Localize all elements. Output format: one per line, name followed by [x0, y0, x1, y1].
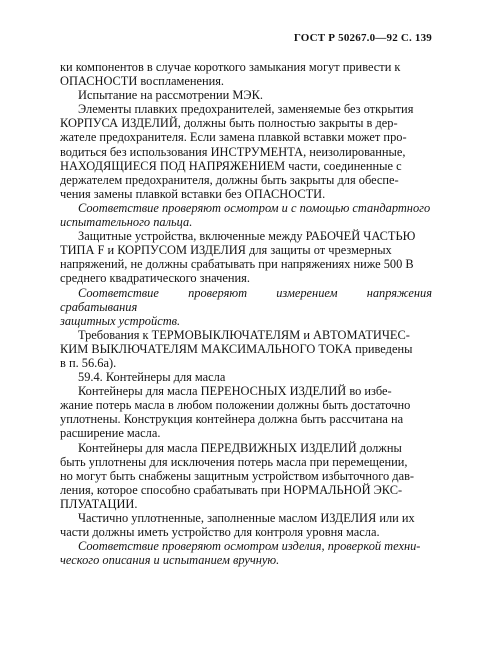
- line-p5b: ТИПА F и КОРПУСОМ ИЗДЕЛИЯ для защиты от чрезмерных: [60, 243, 392, 258]
- line-p3a: Элементы плавких предохранителей, заменяемые без открытия: [78, 102, 414, 117]
- line-p6b: защитных устройств.: [60, 313, 181, 328]
- line-p7c: в п. 56.6а).: [60, 355, 117, 370]
- line-p12b: ческого описания и испытанием вручную.: [60, 553, 280, 568]
- line-p3f: держателем предохранителя, должны быть закрыты для обеспе-: [60, 172, 399, 187]
- line-p4b: испытательного пальца.: [60, 215, 193, 230]
- line-p7a: Требования к ТЕРМОВЫКЛЮЧАТЕЛЯМ и АВТОМАТИЧЕС-: [78, 327, 410, 342]
- line-p10b: быть уплотнены для исключения потерь масла при перемещении,: [60, 454, 408, 469]
- line-p9b: жание потерь масла в любом положении должны быть достаточно: [60, 398, 411, 413]
- line-p6a: Соответствие проверяют измерением напряжения срабатывания: [60, 285, 432, 314]
- line-p10c: но могут быть снабжены защитным устройством избыточного дав-: [60, 468, 415, 483]
- section-heading-59-4: 59.4. Контейнеры для масла: [78, 370, 226, 385]
- line-p3c: жателе предохранителя. Если замена плавкой вставки может про-: [60, 130, 407, 145]
- line-p1: ки компонентов в случае короткого замыкания могут привести к: [60, 60, 401, 74]
- line-p5c: напряжений, не должны срабатывать при напряжениях ниже 500 В: [60, 257, 414, 272]
- line-p2: Испытание на рассмотрении МЭК.: [78, 88, 263, 103]
- line-p1b: ОПАСНОСТИ воспламенения.: [60, 74, 225, 89]
- line-p3e: НАХОДЯЩИЕСЯ ПОД НАПРЯЖЕНИЕМ части, соединенные с: [60, 158, 402, 173]
- body-text: [60, 60, 432, 567]
- line-p11b: части должны иметь устройство для контроля уровня масла.: [60, 525, 380, 540]
- line-p7b: КИМ ВЫКЛЮЧАТЕЛЯМ МАКСИМАЛЬНОГО ТОКА приведены: [60, 341, 413, 356]
- line-p10e: ПЛУАТАЦИИ.: [60, 496, 138, 511]
- line-p3g: чения замены плавкой вставки без ОПАСНОСТИ.: [60, 186, 326, 201]
- line-p12a: Соответствие проверяют осмотром изделия, проверкой техни-: [78, 539, 421, 554]
- line-p9a: Контейнеры для масла ПЕРЕНОСНЫХ ИЗДЕЛИЙ во избе-: [78, 384, 392, 399]
- line-p9d: расширение масла.: [60, 426, 161, 441]
- line-p5a: Защитные устройства, включенные между РАБОЧЕЙ ЧАСТЬЮ: [78, 229, 416, 244]
- line-p10d: ления, которое способно срабатывать при НОРМАЛЬНОЙ ЭКС-: [60, 482, 403, 497]
- page-header: ГОСТ Р 50267.0—92 С. 139: [293, 32, 432, 44]
- line-p10a: Контейнеры для масла ПЕРЕДВИЖНЫХ ИЗДЕЛИЙ должны: [78, 440, 402, 455]
- line-p11a: Частично уплотненные, заполненные маслом ИЗДЕЛИЯ или их: [78, 511, 415, 525]
- line-p5d: среднего квадратического значения.: [60, 271, 250, 286]
- line-p3d: водиться без использования ИНСТРУМЕНТА, неизолированные,: [60, 144, 406, 159]
- line-p9c: уплотнены. Конструкция контейнера должна быть рассчитана на: [60, 412, 404, 427]
- line-p4a: Соответствие проверяют осмотром и с помощью стандартного: [78, 200, 431, 215]
- line-p3b: КОРПУСА ИЗДЕЛИЙ, должны быть полностью закрыты в дер-: [60, 116, 398, 131]
